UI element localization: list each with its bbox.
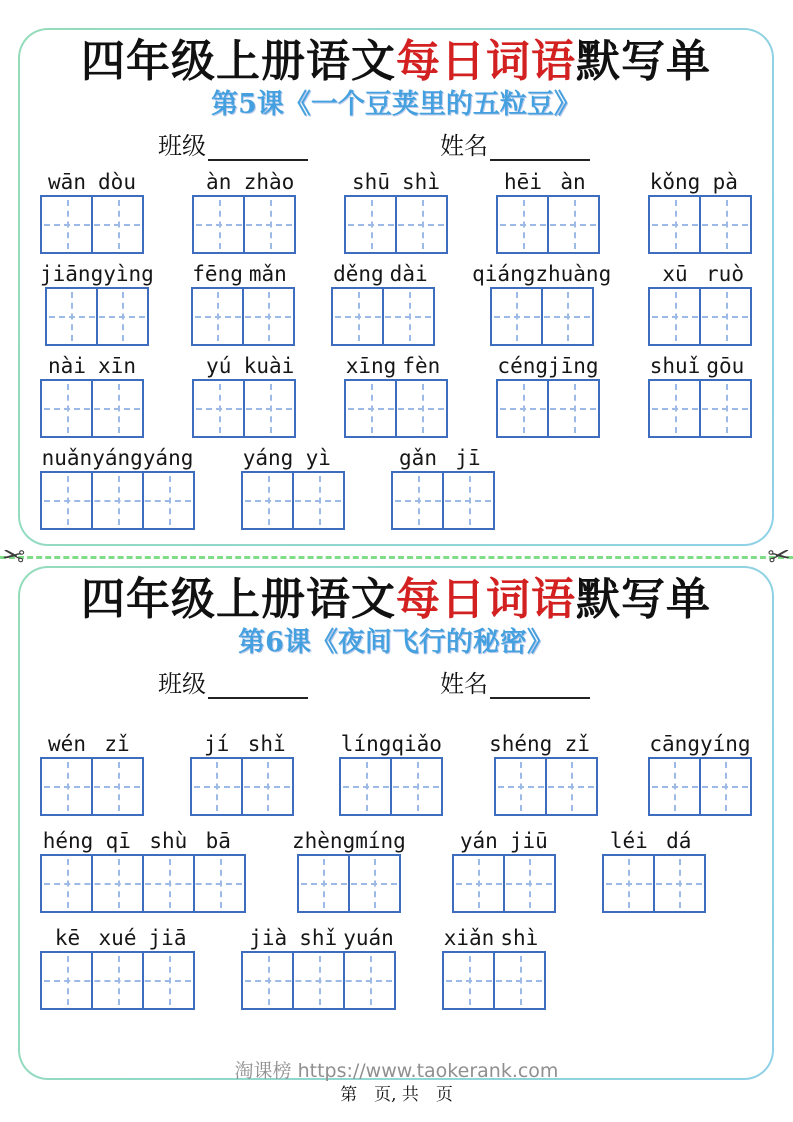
pinyin-syllable: zhào xyxy=(243,169,295,194)
pinyin-label xyxy=(650,353,751,379)
word-row xyxy=(40,261,752,346)
writing-cell xyxy=(93,381,142,436)
writing-cell xyxy=(701,759,750,814)
writing-cell xyxy=(549,381,598,436)
writing-cell xyxy=(498,197,549,252)
pinyin-label xyxy=(43,925,193,951)
writing-cell xyxy=(701,289,750,344)
writing-cell xyxy=(93,856,144,911)
writing-cell xyxy=(650,289,701,344)
pinyin-syllable: kē xyxy=(54,925,81,950)
writing-grid xyxy=(191,287,295,346)
pinyin-syllable: jiāng xyxy=(40,261,104,286)
writing-cell xyxy=(93,953,144,1008)
writing-grid xyxy=(297,854,401,913)
pinyin-syllable: shì xyxy=(500,925,539,950)
pinyin-label xyxy=(42,731,142,757)
pinyin-label xyxy=(243,925,394,951)
pinyin-syllable: shǐ xyxy=(247,731,286,756)
pinyin-syllable: yáng xyxy=(242,445,294,470)
scissors-icon: ✂ xyxy=(0,539,27,574)
sheet-title xyxy=(40,574,752,627)
pinyin-label xyxy=(489,731,602,757)
pinyin-label xyxy=(192,731,292,757)
site-watermark: 淘课榜 https://www.taokerank.com xyxy=(234,1060,559,1082)
pinyin-label xyxy=(42,353,142,379)
pinyin-syllable: zǐ xyxy=(104,731,130,756)
pinyin-syllable: xiǎn xyxy=(443,925,495,950)
pinyin-syllable: àn xyxy=(560,169,586,194)
writing-cell xyxy=(505,856,554,911)
pinyin-syllable: gǎn xyxy=(399,445,437,470)
writing-cell xyxy=(243,473,294,528)
pinyin-syllable: yú xyxy=(206,353,232,378)
writing-cell xyxy=(244,289,293,344)
writing-cell xyxy=(294,473,343,528)
class-label: 班级 xyxy=(158,131,206,160)
title-pre: 四年级上册语文 xyxy=(81,36,396,87)
pinyin-syllable: shì xyxy=(402,169,440,194)
pinyin-syllable: jī xyxy=(455,445,481,470)
writing-cell xyxy=(294,953,345,1008)
writing-grid xyxy=(40,951,195,1010)
writing-grid xyxy=(192,195,296,254)
title-pre: 四年级上册语文 xyxy=(81,574,396,625)
class-label: 班级 xyxy=(158,669,206,698)
word-group xyxy=(496,353,600,438)
writing-grid xyxy=(40,854,246,913)
word-group xyxy=(190,731,294,816)
pinyin-syllable: fèn xyxy=(402,353,441,378)
lesson-title: 第6课《夜间飞行的秘密》 xyxy=(238,626,554,658)
writing-grid xyxy=(442,951,546,1010)
pinyin-syllable: bā xyxy=(205,828,231,853)
word-group xyxy=(40,445,195,530)
word-group xyxy=(40,828,246,913)
pinyin-syllable: kuài xyxy=(243,353,295,378)
writing-grid xyxy=(40,195,144,254)
word-group xyxy=(602,828,706,913)
writing-cell xyxy=(547,759,596,814)
pinyin-label xyxy=(444,925,545,951)
pinyin-syllable: cāng xyxy=(649,731,700,756)
name-blank-field xyxy=(490,132,590,160)
writing-cell xyxy=(245,381,294,436)
writing-cell xyxy=(47,289,98,344)
writing-cell xyxy=(454,856,505,911)
pinyin-syllable: léi xyxy=(609,828,648,853)
writing-cell xyxy=(496,759,547,814)
pinyin-syllable: qī xyxy=(105,828,131,853)
pinyin-syllable: dòu xyxy=(98,169,136,194)
word-group xyxy=(191,261,295,346)
class-blank-field xyxy=(208,670,308,698)
writing-grid xyxy=(452,854,556,913)
writing-cell xyxy=(345,953,394,1008)
pinyin-label xyxy=(498,169,598,195)
word-row xyxy=(40,731,752,816)
class-name-line xyxy=(158,664,752,699)
writing-cell xyxy=(144,473,193,528)
title-post: 默写单 xyxy=(576,36,711,87)
word-group xyxy=(40,353,144,438)
name-label: 姓名 xyxy=(440,131,488,160)
pinyin-syllable: shéng xyxy=(489,731,553,756)
pinyin-syllable: mǎn xyxy=(248,261,287,286)
writing-cell xyxy=(333,289,384,344)
writing-grid xyxy=(648,287,752,346)
pinyin-label xyxy=(454,828,554,854)
writing-cell xyxy=(543,289,592,344)
pinyin-syllable: wān xyxy=(48,169,86,194)
writing-grid xyxy=(190,757,294,816)
cut-line xyxy=(0,539,793,574)
pinyin-syllable: xīng xyxy=(345,353,397,378)
pinyin-syllable: pà xyxy=(712,169,738,194)
scissors-icon: ✂ xyxy=(766,539,793,574)
word-group xyxy=(452,828,556,913)
pinyin-syllable: xīn xyxy=(98,353,136,378)
word-group xyxy=(344,169,448,254)
writing-cell xyxy=(194,197,245,252)
word-group xyxy=(339,731,443,816)
pinyin-syllable: xué xyxy=(98,925,137,950)
writing-cell xyxy=(243,759,292,814)
writing-cell xyxy=(549,197,598,252)
word-group xyxy=(241,445,345,530)
writing-cell xyxy=(397,381,446,436)
title-highlight: 每日词语 xyxy=(396,574,576,625)
word-group xyxy=(472,261,611,346)
pinyin-syllable: zhèng xyxy=(292,828,356,853)
pinyin-label xyxy=(346,353,447,379)
word-rows-container xyxy=(40,169,752,530)
pinyin-label xyxy=(472,261,611,287)
writing-cell xyxy=(444,473,493,528)
writing-grid xyxy=(648,195,752,254)
pinyin-syllable: yíng xyxy=(699,731,751,756)
word-group xyxy=(442,925,546,1010)
pinyin-syllable: jiā xyxy=(148,925,187,950)
pinyin-label xyxy=(393,445,493,471)
panel-inner xyxy=(20,30,772,544)
pinyin-label xyxy=(194,169,295,195)
pinyin-syllable: héng xyxy=(42,828,94,853)
sheet-title xyxy=(40,36,752,89)
pinyin-label xyxy=(341,731,442,757)
pinyin-label xyxy=(42,169,142,195)
word-group xyxy=(648,353,752,438)
word-group xyxy=(344,353,448,438)
pinyin-syllable: zhuàng xyxy=(535,261,612,286)
pinyin-label xyxy=(649,731,750,757)
writing-cell xyxy=(93,759,142,814)
class-name-line xyxy=(158,126,752,161)
pinyin-syllable: céng xyxy=(497,353,548,378)
word-group xyxy=(292,828,406,913)
writing-cell xyxy=(701,197,750,252)
pinyin-syllable: qiáng xyxy=(472,261,536,286)
writing-grid xyxy=(496,379,600,438)
word-group xyxy=(40,731,144,816)
pinyin-label xyxy=(43,828,244,854)
pinyin-syllable: jīng xyxy=(548,353,599,378)
writing-cell xyxy=(350,856,399,911)
writing-cell xyxy=(42,197,93,252)
writing-cell xyxy=(42,759,93,814)
writing-grid xyxy=(40,379,144,438)
writing-grid xyxy=(40,757,144,816)
writing-cell xyxy=(98,289,147,344)
worksheet-panel-lesson6 xyxy=(18,566,774,1080)
writing-cell xyxy=(392,759,441,814)
name-blank-field xyxy=(490,670,590,698)
writing-cell xyxy=(341,759,392,814)
class-blank-field xyxy=(208,132,308,160)
name-label: 姓名 xyxy=(440,669,488,698)
writing-cell xyxy=(604,856,655,911)
title-highlight: 每日词语 xyxy=(396,36,576,87)
pinyin-syllable: shuǐ xyxy=(649,353,701,378)
pinyin-label xyxy=(333,261,434,287)
title-post: 默写单 xyxy=(576,574,711,625)
writing-cell xyxy=(650,759,701,814)
word-group xyxy=(192,353,296,438)
writing-grid xyxy=(344,379,448,438)
pinyin-syllable: jiū xyxy=(509,828,548,853)
writing-grid xyxy=(496,195,600,254)
writing-cell xyxy=(192,759,243,814)
writing-grid xyxy=(391,471,495,530)
word-row xyxy=(40,353,752,438)
writing-cell xyxy=(397,197,446,252)
pinyin-syllable: qiǎo xyxy=(391,731,442,756)
pinyin-syllable: wén xyxy=(48,731,86,756)
worksheet-panel-lesson5 xyxy=(18,28,774,546)
pinyin-syllable: ruò xyxy=(706,261,744,286)
writing-cell xyxy=(42,381,93,436)
word-group xyxy=(648,261,752,346)
writing-grid xyxy=(192,379,296,438)
pinyin-label xyxy=(192,261,293,287)
word-row xyxy=(40,445,752,530)
word-group xyxy=(648,731,752,816)
writing-cell xyxy=(144,856,195,911)
word-row xyxy=(40,169,752,254)
pinyin-syllable: yáng xyxy=(142,445,194,470)
pinyin-syllable: hēi xyxy=(504,169,542,194)
word-group xyxy=(40,261,154,346)
pinyin-syllable: yáng xyxy=(92,445,143,470)
pinyin-syllable: shù xyxy=(149,828,188,853)
word-group xyxy=(241,925,396,1010)
page-number-line: 第 页, 共 页 xyxy=(340,1085,453,1105)
writing-cell xyxy=(42,953,93,1008)
word-group xyxy=(331,261,435,346)
pinyin-syllable: nài xyxy=(48,353,86,378)
writing-grid xyxy=(648,379,752,438)
writing-grid xyxy=(339,757,443,816)
pinyin-label xyxy=(497,353,598,379)
word-row xyxy=(40,925,752,1010)
pinyin-label xyxy=(40,261,154,287)
pinyin-syllable: kǒng xyxy=(649,169,701,194)
pinyin-label xyxy=(604,828,704,854)
writing-cell xyxy=(444,953,495,1008)
pinyin-label xyxy=(650,261,750,287)
pinyin-label xyxy=(194,353,295,379)
writing-grid xyxy=(648,757,752,816)
writing-grid xyxy=(40,471,195,530)
writing-grid xyxy=(602,854,706,913)
writing-cell xyxy=(346,197,397,252)
writing-cell xyxy=(650,381,701,436)
writing-cell xyxy=(346,381,397,436)
pinyin-label xyxy=(243,445,344,471)
pinyin-syllable: àn xyxy=(206,169,232,194)
panel-inner xyxy=(20,568,772,1078)
pinyin-syllable: shǐ xyxy=(299,925,338,950)
pinyin-syllable: gōu xyxy=(706,353,745,378)
word-group xyxy=(496,169,600,254)
writing-cell xyxy=(495,953,544,1008)
writing-grid xyxy=(494,757,598,816)
pinyin-syllable: shū xyxy=(352,169,390,194)
pinyin-syllable: yuán xyxy=(343,925,394,950)
writing-grid xyxy=(45,287,149,346)
pinyin-syllable: jià xyxy=(249,925,288,950)
writing-grid xyxy=(241,951,396,1010)
pinyin-syllable: yì xyxy=(305,445,331,470)
pinyin-syllable: fēng xyxy=(192,261,243,286)
writing-cell xyxy=(93,197,142,252)
writing-cell xyxy=(650,197,701,252)
pinyin-syllable: jí xyxy=(204,731,230,756)
writing-cell xyxy=(144,953,193,1008)
pinyin-syllable: yìng xyxy=(103,261,154,286)
writing-cell xyxy=(194,381,245,436)
pinyin-syllable: míng xyxy=(355,828,406,853)
writing-cell xyxy=(193,289,244,344)
word-group xyxy=(192,169,296,254)
writing-cell xyxy=(393,473,444,528)
pinyin-syllable: děng xyxy=(333,261,384,286)
pinyin-syllable: zǐ xyxy=(564,731,590,756)
writing-grid xyxy=(241,471,345,530)
word-group xyxy=(489,731,602,816)
pinyin-syllable: xū xyxy=(662,261,688,286)
writing-cell xyxy=(42,856,93,911)
writing-cell xyxy=(243,953,294,1008)
writing-cell xyxy=(93,473,144,528)
lesson-title: 第5课《一个豆荚里的五粒豆》 xyxy=(211,88,581,120)
writing-cell xyxy=(498,381,549,436)
writing-cell xyxy=(299,856,350,911)
word-row xyxy=(40,828,752,913)
writing-grid xyxy=(331,287,435,346)
writing-cell xyxy=(492,289,543,344)
pinyin-syllable: dá xyxy=(666,828,692,853)
pinyin-syllable: dài xyxy=(389,261,428,286)
pinyin-label xyxy=(346,169,446,195)
pinyin-label xyxy=(42,445,194,471)
writing-cell xyxy=(701,381,750,436)
writing-cell xyxy=(195,856,244,911)
writing-cell xyxy=(384,289,433,344)
word-group xyxy=(40,925,195,1010)
pinyin-syllable: yán xyxy=(459,828,498,853)
word-group xyxy=(40,169,144,254)
writing-grid xyxy=(344,195,448,254)
pinyin-syllable: nuǎn xyxy=(41,445,93,470)
word-rows-container xyxy=(40,731,752,1010)
writing-grid xyxy=(490,287,594,346)
word-group xyxy=(391,445,495,530)
writing-cell xyxy=(42,473,93,528)
writing-cell xyxy=(245,197,294,252)
pinyin-label xyxy=(292,828,406,854)
writing-cell xyxy=(655,856,704,911)
pinyin-syllable: líng xyxy=(340,731,392,756)
word-group xyxy=(648,169,752,254)
pinyin-label xyxy=(650,169,751,195)
